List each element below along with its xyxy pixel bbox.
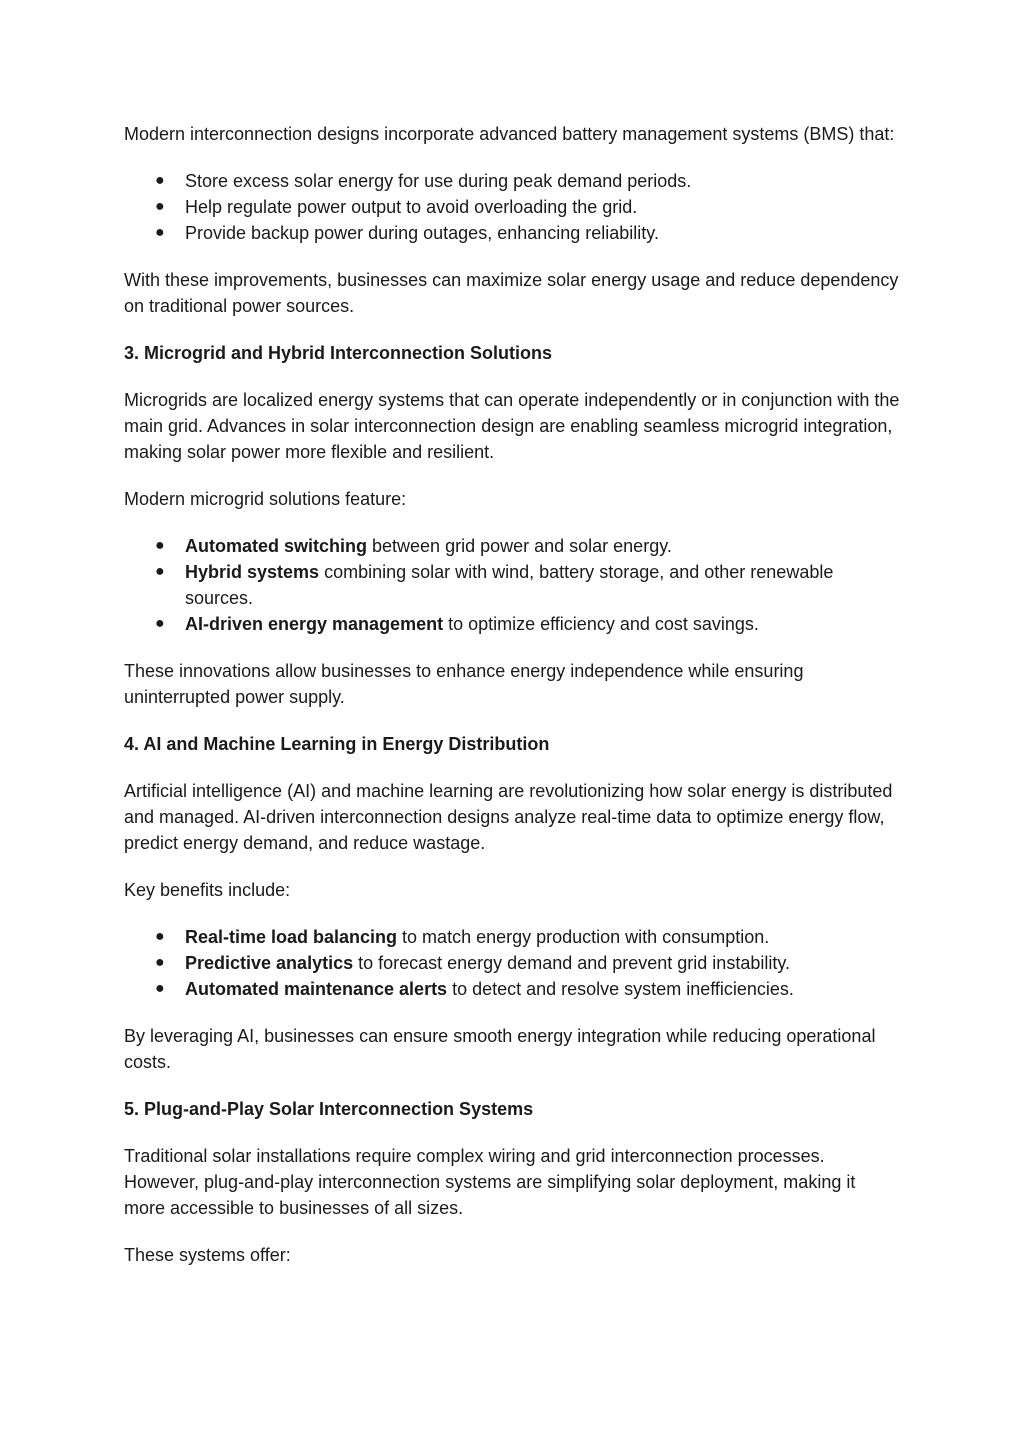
bullet-icon: ● (155, 198, 165, 215)
bullet-icon: ● (155, 928, 165, 945)
paragraph-systems-offer: These systems offer: (124, 1245, 291, 1265)
microgrid-features-list (124, 533, 900, 637)
list-item: ● Hybrid systems combining solar with wind, battery storage, and other renewable sources. (124, 559, 900, 611)
heading-microgrid: 3. Microgrid and Hybrid Interconnection Solutions (124, 343, 553, 363)
paragraph-microgrid-features: Modern microgrid solutions feature: (124, 489, 407, 509)
heading-plug-and-play: 5. Plug-and-Play Solar Interconnection Systems (124, 1099, 534, 1119)
list-item: ● Real-time load balancing to match energy production with consumption. (124, 924, 900, 950)
list-item: ● Automated switching between grid power and solar energy. (124, 533, 900, 559)
bullet-icon: ● (155, 172, 165, 189)
list-item: ● Predictive analytics to forecast energy demand and prevent grid instability. (124, 950, 900, 976)
paragraph-innovations: These innovations allow businesses to enhance energy independence while ensuring uninterrupted power supply. (124, 661, 804, 707)
paragraph-bms-intro: Modern interconnection designs incorporate advanced battery management systems (BMS) that: (124, 124, 895, 144)
paragraph-ai: Artificial intelligence (AI) and machine learning are revolutionizing how solar energy is distributed and managed. AI-driven interconnection designs analyze real-time data to optimize energy flow, predict energy demand, and reduce wastage. (124, 781, 893, 853)
paragraph-microgrids: Microgrids are localized energy systems that can operate independently or in conjunction with the main grid. Advances in solar interconnection design are enabling seamless microgrid integration, making solar power more flexible and resilient. (124, 390, 900, 462)
bullet-icon: ● (155, 224, 165, 241)
list-item: ● Store excess solar energy for use during peak demand periods. (124, 168, 900, 194)
list-item: ● Automated maintenance alerts to detect and resolve system inefficiencies. (124, 976, 900, 1002)
bullet-icon: ● (155, 563, 165, 580)
paragraph-improvements: With these improvements, businesses can maximize solar energy usage and reduce dependency on traditional power sources. (124, 270, 899, 316)
ai-benefits-list (124, 924, 900, 1002)
document-page (124, 121, 900, 1289)
bms-benefits-list (124, 168, 900, 246)
heading-ai-ml: 4. AI and Machine Learning in Energy Distribution (124, 734, 550, 754)
list-item: ● AI-driven energy management to optimize efficiency and cost savings. (124, 611, 900, 637)
paragraph-leveraging-ai: By leveraging AI, businesses can ensure smooth energy integration while reducing operational costs. (124, 1026, 876, 1072)
paragraph-plug-and-play: Traditional solar installations require complex wiring and grid interconnection processes. However, plug-and-play interconnection systems are simplifying solar deployment, making it more accessible to businesses of all sizes. (124, 1146, 856, 1218)
bullet-icon: ● (155, 537, 165, 554)
bullet-icon: ● (155, 980, 165, 997)
list-item: ● Help regulate power output to avoid overloading the grid. (124, 194, 900, 220)
bullet-icon: ● (155, 954, 165, 971)
bullet-icon: ● (155, 615, 165, 632)
paragraph-key-benefits: Key benefits include: (124, 880, 291, 900)
list-item: ● Provide backup power during outages, enhancing reliability. (124, 220, 900, 246)
